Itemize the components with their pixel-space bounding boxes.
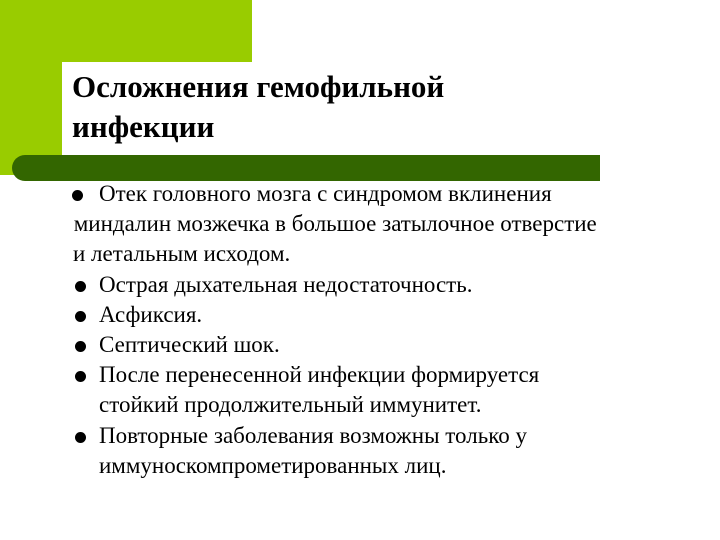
title-underline-bar: [12, 155, 600, 181]
list-item-text: миндалин мозжечка в большое затылочное отверстие: [68, 211, 597, 237]
list-item-text: Септический шок.: [99, 331, 280, 357]
list-item-continuation: [0, 451, 720, 481]
slide-title: Осложнения гемофильной инфекции: [72, 69, 445, 144]
bullet-icon: [75, 371, 86, 382]
bullet-icon: [75, 281, 86, 292]
list-item-continuation: [0, 390, 720, 420]
list-item: [0, 421, 720, 451]
list-item-text: иммунoскомпрометированных лиц.: [99, 452, 447, 478]
list-item: [0, 270, 720, 300]
list-item: [0, 179, 720, 209]
bullet-icon: [72, 190, 83, 201]
list-item: [0, 330, 720, 360]
list-item-text: Повторные заболевания возможны только у: [99, 422, 527, 448]
list-item-text: Острая дыхательная недостаточность.: [99, 271, 473, 297]
bullet-icon: [75, 311, 86, 322]
list-item: [0, 360, 720, 390]
list-item-continuation: [0, 239, 720, 269]
list-item-text: Отек головного мозга с синдромом вклинения: [99, 181, 552, 206]
bullet-list: [0, 179, 720, 481]
bullet-icon: [75, 432, 86, 443]
list-item: [0, 300, 720, 330]
list-item-continuation: [0, 209, 720, 239]
list-item-text: стойкий продолжительный иммунитет.: [99, 392, 482, 418]
list-item-text: и летальным исходом.: [73, 241, 291, 267]
list-item-text: После перенесенной инфекции формируется: [99, 362, 540, 388]
list-item-text: Асфиксия.: [99, 301, 203, 327]
bullet-icon: [75, 341, 86, 352]
